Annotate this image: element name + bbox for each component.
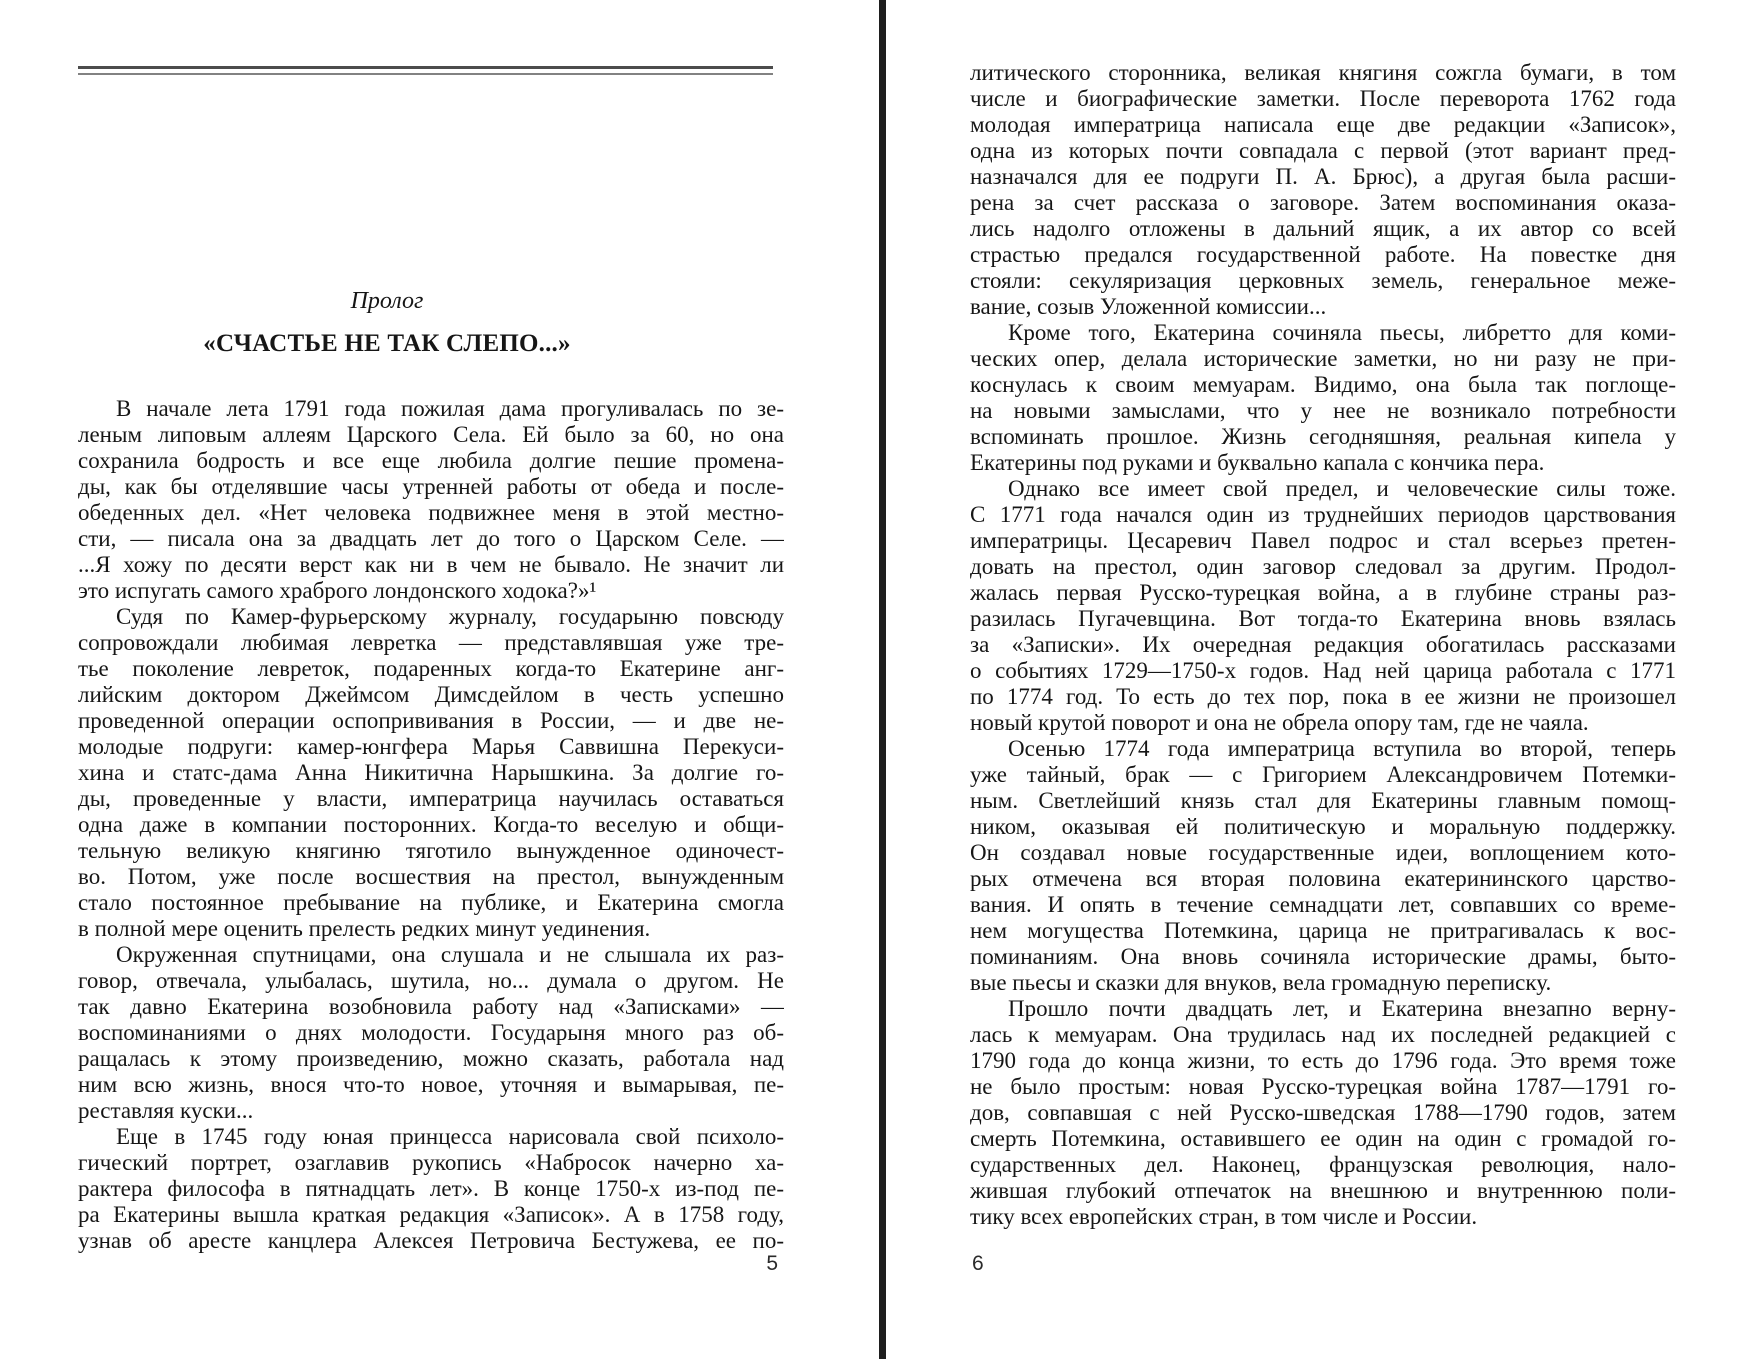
text-line: воспоминаниями о днях молодости. Государыня много раз об- (78, 1020, 784, 1045)
text-line: ра Екатерины вышла краткая редакция «Записок». А в 1758 году, (78, 1202, 784, 1227)
chapter-kicker: Пролог (350, 288, 424, 314)
text-line: Еще в 1745 году юная принцесса нарисовала свой психоло- (116, 1124, 784, 1149)
text-line: лийским доктором Джеймсом Димсдейлом в честь успешно (78, 682, 784, 707)
text-line: узнав об аресте канцлера Алексея Петровича Бестужева, ее по- (78, 1228, 784, 1253)
text-line: новый крутой поворот и она не обрела опору там, где не чаяла. (970, 710, 1589, 735)
text-line: гический портрет, озаглавив рукопись «Набросок начерно ха- (78, 1150, 784, 1175)
text-line: не было простым: новая Русско-турецкая война 1787—1791 го- (970, 1074, 1676, 1099)
text-line: поминаниям. Она вновь сочиняла исторические драмы, быто- (970, 944, 1676, 969)
page-number-right: 6 (972, 1252, 984, 1275)
text-line: ды, проведенные у власти, императрица научилась оставаться (78, 786, 784, 811)
text-line: ником, оказывая ей политическую и моральную поддержку. (970, 814, 1676, 839)
page-body-right (970, 60, 1676, 1230)
text-line: проведенной операции оспопрививания в России, — и две не- (78, 708, 784, 733)
text-line: тельную великую княгиню тяготило вынужденное одиночест- (78, 838, 784, 863)
text-line: сти, — писала она за двадцать лет до того о Царском Селе. — (78, 526, 784, 551)
text-line: лись надолго отложены в дальний ящик, а их автор со всей (970, 216, 1676, 241)
page-body-left (78, 396, 784, 1254)
text-line: леным липовым аллеям Царского Села. Ей было за 60, но она (78, 422, 784, 447)
text-line: довать на престол, один заговор следовал за другим. Продол- (970, 554, 1676, 579)
text-line: сударственных дел. Наконец, французская революция, нало- (970, 1152, 1676, 1177)
text-line: С 1771 года начался один из труднейших периодов царствования (970, 502, 1676, 527)
page-number-left: 5 (766, 1252, 778, 1275)
text-line: смерть Потемкина, оставившего ее один на один с громадой го- (970, 1126, 1676, 1151)
text-line: ным. Светлейший князь стал для Екатерины главным помощ- (970, 788, 1676, 813)
text-line: Судя по Камер-фурьерскому журналу, государыню повсюду (116, 604, 784, 629)
text-line: сохранила бодрость и все еще любила долгие пешие промена- (78, 448, 784, 473)
text-line: обеденных дел. «Нет человека подвижнее меня в этой местно- (78, 500, 784, 525)
text-line: говор, отвечала, улыбалась, шутила, но... думала о другом. Не (78, 968, 784, 993)
text-line: тье поколение левреток, подаренных когда-то Екатерине анг- (78, 656, 784, 681)
text-line: коснулась к своим мемуарам. Видимо, она была так поглоще- (970, 372, 1676, 397)
text-line: вые пьесы и сказки для внуков, вела громадную переписку. (970, 970, 1552, 995)
text-line: ческих опер, делала исторические заметки, но ни разу не при- (970, 346, 1676, 371)
chapter-title: «СЧАСТЬЕ НЕ ТАК СЛЕПО...» (203, 330, 571, 357)
text-line: реставляя куски... (78, 1098, 254, 1123)
text-line: уже тайный, брак — с Григорием Александровичем Потемки- (970, 762, 1676, 787)
text-line: вания. И опять в течение семнадцати лет, совпавших со време- (970, 892, 1676, 917)
text-line: ды, как бы отделявшие часы утренней работы от обеда и после- (78, 474, 784, 499)
text-line: за «Записки». Их очередная редакция обогатилась рассказами (970, 632, 1676, 657)
text-line: нем могущества Потемкина, царица не притрагивалась к вос- (970, 918, 1676, 943)
text-line: Прошло почти двадцать лет, и Екатерина внезапно верну- (1008, 996, 1676, 1021)
text-line: стояли: секуляризация церковных земель, генеральное меже- (970, 268, 1676, 293)
text-line: молодые подруги: камер-юнгфера Марья Саввишна Перекуси- (78, 734, 784, 759)
chapter-header-rule (78, 66, 773, 75)
text-line: одна из которых почти совпадала с первой (этот вариант пред- (970, 138, 1676, 163)
text-line: молодая императрица написала еще две редакции «Записок», (970, 112, 1676, 137)
text-line: рых отмечена вся вторая половина екатерининского царство- (970, 866, 1676, 891)
text-line: стало постоянное пребывание на публике, и Екатерина смогла (78, 890, 784, 915)
text-line: разилась Пугачевщина. Вот тогда-то Екатерина вновь взялась (970, 606, 1676, 631)
text-line: сопровождали любимая левретка — представлявшая уже тре- (78, 630, 784, 655)
text-line: 1790 года до конца жизни, то есть до 1796 года. Это время тоже (970, 1048, 1676, 1073)
text-line: по 1774 год. То есть до тех пор, пока в ее жизни не произошел (970, 684, 1676, 709)
text-line: жалась первая Русско-турецкая война, а в глубине страны раз- (970, 580, 1676, 605)
page-divider (879, 0, 886, 1359)
text-line: императрицы. Цесаревич Павел подрос и стал всерьез претен- (970, 528, 1676, 553)
text-line: хина и статс-дама Анна Никитична Нарышкина. За долгие го- (78, 760, 784, 785)
text-line: жившая глубокий отпечаток на внешнюю и внутреннюю поли- (970, 1178, 1676, 1203)
text-line: Кроме того, Екатерина сочиняла пьесы, либретто для коми- (1008, 320, 1676, 345)
text-line: тику всех европейских стран, в том числе и России. (970, 1204, 1478, 1229)
text-line: ним всю жизнь, внося что-то новое, уточняя и вымарывая, пе- (78, 1072, 784, 1097)
text-line: Окруженная спутницами, она слушала и не слышала их раз- (116, 942, 784, 967)
text-line: одна даже в компании посторонних. Когда-то веселую и общи- (78, 812, 784, 837)
text-line: В начале лета 1791 года пожилая дама прогуливалась по зе- (116, 396, 784, 421)
text-line: ращалась к этому произведению, можно сказать, работала над (78, 1046, 784, 1071)
text-line: Екатерины под руками и буквально капала с кончика пера. (970, 450, 1545, 475)
text-line: лась к мемуарам. Она трудилась над их последней редакцией с (970, 1022, 1676, 1047)
text-line: вспоминать прошлое. Жизнь сегодняшняя, реальная кипела у (970, 424, 1676, 449)
text-line: это испугать самого храброго лондонского ходока?»¹ (78, 578, 597, 603)
text-line: Осенью 1774 года императрица вступила во второй, теперь (1008, 736, 1676, 761)
text-line: во. Потом, уже после восшествия на престол, вынужденным (78, 864, 784, 889)
text-line: на новыми замыслами, что у нее не возникало потребности (970, 398, 1676, 423)
text-line: вание, созыв Уложенной комиссии... (970, 294, 1327, 319)
text-line: о событиях 1729—1750-х годов. Над ней царица работала с 1771 (970, 658, 1676, 683)
text-line: литического сторонника, великая княгиня сожгла бумаги, в том (970, 60, 1676, 85)
text-line: в полной мере оценить прелесть редких минут уединения. (78, 916, 651, 941)
text-line: числе и биографические заметки. После переворота 1762 года (970, 86, 1676, 111)
text-line: рена за счет рассказа о заговоре. Затем воспоминания оказа- (970, 190, 1676, 215)
text-line: ...Я хожу по десяти верст как ни в чем не бывало. Не значит ли (78, 552, 784, 577)
text-line: Однако все имеет свой предел, и человеческие силы тоже. (1008, 476, 1676, 501)
text-line: дов, совпавшая с ней Русско-шведская 1788—1790 годов, затем (970, 1100, 1676, 1125)
text-line: страстью предался государственной работе. На повестке дня (970, 242, 1676, 267)
text-line: так давно Екатерина возобновила работу над «Записками» — (78, 994, 784, 1019)
text-line: Он создавал новые государственные идеи, воплощением кото- (970, 840, 1676, 865)
text-line: рактера философа в пятнадцать лет». В конце 1750-х из-под пе- (78, 1176, 784, 1201)
text-line: назначался для ее подруги П. А. Брюс), а другая была расши- (970, 164, 1676, 189)
